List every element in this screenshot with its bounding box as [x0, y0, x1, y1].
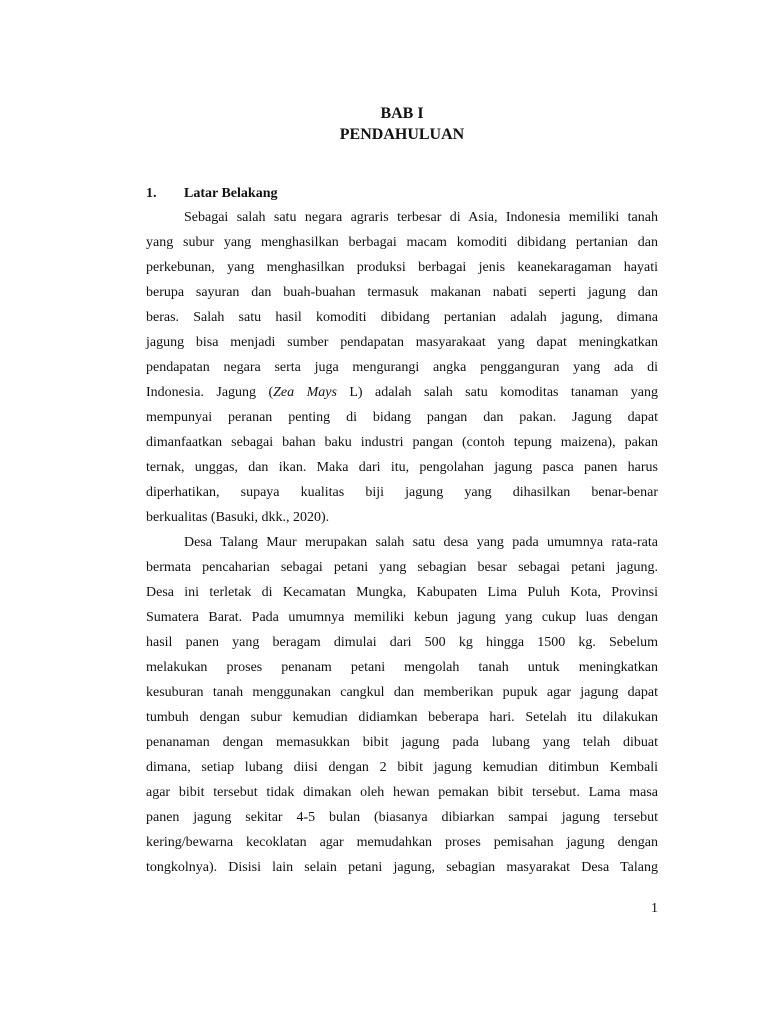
text-line: mempunyai peranan penting di bidang pangan dan pakan. Jagung dapat	[146, 410, 658, 425]
text-line: bermata pencaharian sebagai petani yang sebagian besar sebagai petani jagung.	[146, 560, 658, 575]
text-line: agar bibit tersebut tidak dimakan oleh hewan pemakan bibit tersebut. Lama masa	[146, 785, 658, 800]
text-line: tongkolnya). Disisi lain selain petani jagung, sebagian masyarakat Desa Talang	[146, 860, 658, 875]
text-line: jagung bisa menjadi sumber pendapatan masyarakaat yang dapat meningkatkan	[146, 335, 658, 350]
chapter-name: PENDAHULUAN	[339, 126, 465, 143]
section-heading	[146, 184, 277, 204]
text-line: tumbuh dengan subur kemudian didiamkan beberapa hari. Setelah itu dilakukan	[146, 710, 658, 725]
paragraph-1	[146, 205, 658, 530]
species-name: Zea Mays	[273, 385, 337, 400]
text-line: kesuburan tanah menggunakan cangkul dan memberikan pupuk agar jagung dapat	[146, 685, 658, 700]
text-fragment: L) adalah salah satu komoditas tanaman yang	[336, 385, 658, 400]
text-line: berupa sayuran dan buah-buahan termasuk makanan nabati seperti jagung dan	[146, 285, 658, 300]
text-fragment: Indonesia. Jagung (	[146, 385, 274, 400]
text-line: melakukan proses penanam petani mengolah tanah untuk meningkatkan	[146, 660, 658, 675]
text-line: dimana, setiap lubang diisi dengan 2 bibit jagung kemudian ditimbun Kembali	[146, 760, 658, 775]
text-line: Sebagai salah satu negara agraris terbesar di Asia, Indonesia memiliki tanah	[184, 210, 658, 225]
text-line: perkebunan, yang menghasilkan produksi berbagai jenis keanekaragaman hayati	[146, 260, 658, 275]
text-line: diperhatikan, supaya kualitas biji jagung yang dihasilkan benar-benar	[146, 485, 658, 500]
text-line: penanaman dengan memasukkan bibit jagung pada lubang yang telah dibuat	[146, 735, 658, 750]
text-line: Sumatera Barat. Pada umumnya memiliki kebun jagung yang cukup luas dengan	[146, 610, 658, 625]
text-line: Desa ini terletak di Kecamatan Mungka, Kabupaten Lima Puluh Kota, Provinsi	[146, 585, 658, 600]
section-title: Latar Belakang	[184, 186, 278, 201]
text-line: berkualitas (Basuki, dkk., 2020).	[146, 510, 330, 525]
chapter-number: BAB I	[380, 105, 424, 122]
text-line: hasil panen yang beragam dimulai dari 500 kg hingga 1500 kg. Sebelum	[146, 635, 658, 650]
text-line: panen jagung sekitar 4-5 bulan (biasanya dibiarkan sampai jagung tersebut	[146, 810, 658, 825]
text-line: ternak, unggas, dan ikan. Maka dari itu, pengolahan jagung pasca panen harus	[146, 460, 658, 475]
text-line: Desa Talang Maur merupakan salah satu desa yang pada umumnya rata-rata	[184, 535, 658, 550]
body-text	[146, 205, 658, 880]
chapter-title	[146, 103, 658, 145]
text-line	[146, 380, 658, 405]
section-number: 1.	[146, 186, 157, 201]
text-line: yang subur yang menghasilkan berbagai macam komoditi dibidang pertanian dan	[146, 235, 658, 250]
paragraph-2	[146, 530, 658, 880]
text-line: pendapatan negara serta juga mengurangi angka pengganguran yang ada di	[146, 360, 658, 375]
page-number: 1	[651, 901, 658, 916]
text-line: dimanfaatkan sebagai bahan baku industri pangan (contoh tepung maizena), pakan	[146, 435, 658, 450]
text-line: beras. Salah satu hasil komoditi dibidang pertanian adalah jagung, dimana	[146, 310, 658, 325]
text-line: kering/bewarna kecoklatan agar memudahkan proses pemisahan jagung dengan	[146, 835, 658, 850]
